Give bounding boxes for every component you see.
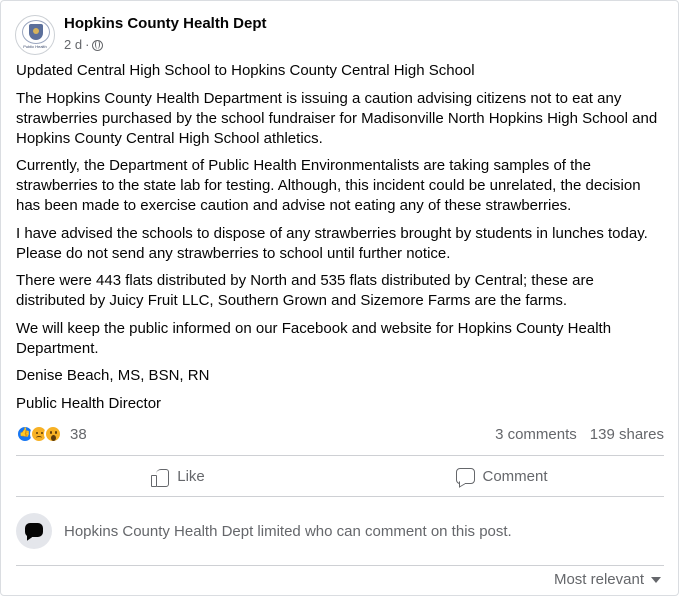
thumbs-up-icon: [151, 468, 169, 485]
divider: [16, 496, 664, 497]
reaction-count[interactable]: 38: [70, 425, 87, 443]
globe-icon[interactable]: [92, 40, 103, 51]
post-signature-title: Public Health Director: [16, 395, 162, 412]
reactions-bar: [16, 424, 664, 444]
post-paragraph-4: I have advised the schools to dispose of any strawberries brought by students in lunches today. Please do not send any strawberries to school until further notice.: [16, 225, 648, 262]
post-paragraph-6: We will keep the public informed on our Facebook and website for Hopkins County Health Department.: [16, 320, 612, 357]
shares-count[interactable]: 139 shares: [589, 425, 664, 443]
comment-limit-notice: [16, 513, 512, 549]
engagement-stats: [495, 426, 664, 443]
comment-button[interactable]: [340, 457, 664, 495]
meta-separator: ·: [85, 37, 90, 52]
post-actions: [16, 457, 664, 495]
page-name-link[interactable]: Hopkins County Health Dept: [64, 15, 267, 32]
like-label: Like: [177, 467, 205, 485]
divider: [16, 455, 664, 456]
post-paragraph-3: Currently, the Department of Public Health Environmentalists are taking samples of the strawberries to the state lab for testing. Although, this incident could be unrelated, the decision has been made to exercise caution and advise not eating any of these strawberries.: [16, 157, 641, 214]
caret-down-icon: [651, 577, 661, 583]
post-meta: [64, 15, 267, 53]
comment-bubble-icon: [456, 468, 474, 485]
post-signature-name: Denise Beach, MS, BSN, RN: [16, 367, 210, 384]
comment-limit-text: Hopkins County Health Dept limited who can comment on this post.: [64, 522, 512, 540]
comment-sort-dropdown[interactable]: [554, 571, 661, 588]
avatar-caption: Public Health: [23, 44, 47, 49]
page-avatar[interactable]: [15, 15, 55, 55]
divider: [16, 565, 664, 566]
comment-label: Comment: [482, 467, 548, 485]
post-paragraph-1: Updated Central High School to Hopkins County Central High School: [16, 62, 475, 79]
shield-icon: [29, 24, 43, 40]
post-paragraph-5: There were 443 flats distributed by North and 535 flats distributed by Central; these are distributed by Juicy Fruit LLC, Southern Grown and Sizemore Farms are the farms.: [16, 272, 594, 309]
comments-count[interactable]: 3 comments: [495, 425, 577, 443]
post-time-row: [64, 37, 267, 53]
post-header: [15, 15, 267, 57]
speech-bubble-icon: [16, 513, 52, 549]
post-paragraph-2: The Hopkins County Health Department is issuing a caution advising citizens not to eat any strawberries purchased by the school fundraiser for Madisonville North Hopkins High School and Hopkins County Central High School athletics.: [16, 90, 658, 147]
wow-reaction-icon: [44, 425, 62, 443]
sort-label: Most relevant: [553, 571, 644, 588]
post-timestamp[interactable]: 2 d: [64, 37, 83, 52]
like-button[interactable]: [16, 457, 340, 495]
reaction-icons[interactable]: [16, 425, 58, 443]
